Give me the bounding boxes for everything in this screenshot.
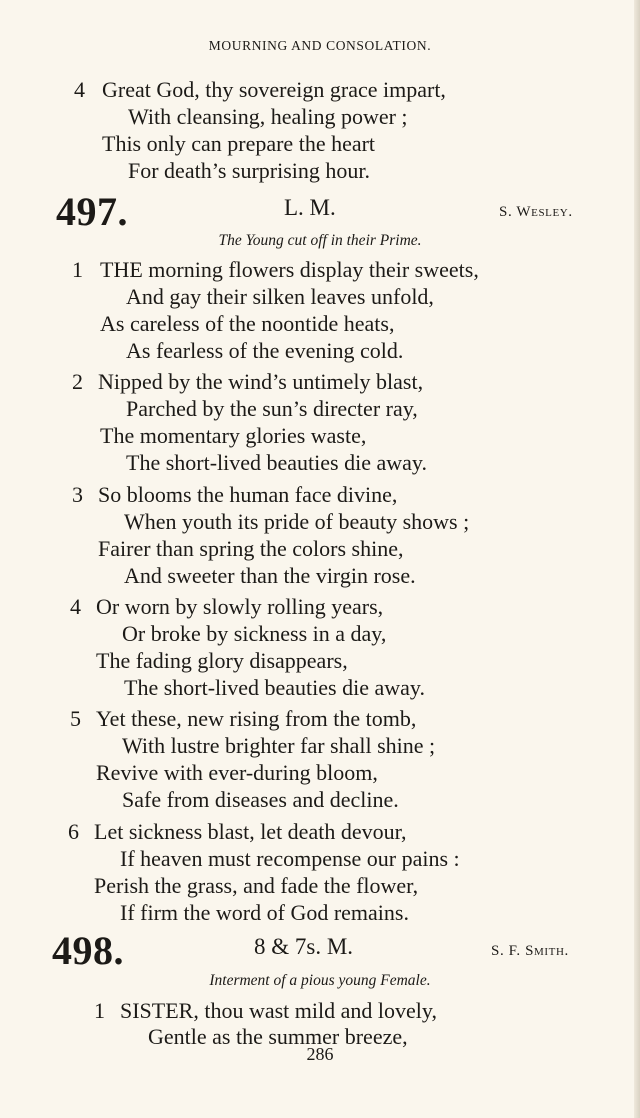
hymn-meter: 8 & 7s. M. <box>254 934 354 959</box>
hymn-author: S. Wesley. <box>499 204 573 220</box>
page-spine-edge <box>634 0 640 1118</box>
verse-line: Let sickness blast, let death devour, <box>94 819 407 844</box>
verse-line: Nipped by the wind’s untimely blast, <box>98 369 424 394</box>
verse-line: So blooms the human face divine, <box>98 482 398 507</box>
verse-line: Gentle as the summer breeze, <box>148 1024 408 1049</box>
verse-line: Or broke by sickness in a day, <box>122 621 387 646</box>
verse-line: With lustre brighter far shall shine ; <box>122 733 436 758</box>
stanza-number: 2 <box>72 369 83 394</box>
verse-line: As careless of the noontide heats, <box>100 311 395 336</box>
hymn-subtitle: The Young cut off in their Prime. <box>218 232 422 249</box>
verse-line: And sweeter than the virgin rose. <box>124 563 416 588</box>
verse-line: The short-lived beauties die away. <box>126 450 427 475</box>
verse-line: And gay their silken leaves unfold, <box>126 284 434 309</box>
stanza-number: 3 <box>72 482 83 507</box>
verse-line: Yet these, new rising from the tomb, <box>96 706 417 731</box>
stanza-number: 6 <box>68 819 79 844</box>
verse-line: Safe from diseases and decline. <box>122 787 399 812</box>
hymn-author: S. F. Smith. <box>491 943 569 959</box>
stanza-number: 1 <box>94 998 105 1023</box>
page-number: 286 <box>306 1044 334 1064</box>
verse-line: The short-lived beauties die away. <box>124 675 425 700</box>
verse-line: The fading glory disappears, <box>96 648 348 673</box>
verse-line: Perish the grass, and fade the flower, <box>94 873 419 898</box>
verse-line: THE morning flowers display their sweets, <box>100 257 479 282</box>
verse-line: If firm the word of God remains. <box>120 900 409 925</box>
verse-line: For death’s surprising hour. <box>128 158 370 183</box>
stanza-number: 4 <box>74 77 85 102</box>
hymn-number: 498. <box>52 928 124 973</box>
verse-line: Fairer than spring the colors shine, <box>98 536 404 561</box>
verse-line: Or worn by slowly rolling years, <box>96 594 384 619</box>
verse-line: This only can prepare the heart <box>102 131 376 156</box>
verse-line: The momentary glories waste, <box>100 423 367 448</box>
verse-line: Revive with ever-during bloom, <box>96 760 378 785</box>
verse-line: Parched by the sun’s directer ray, <box>126 396 418 421</box>
hymn-meter: L. M. <box>284 195 336 220</box>
verse-line: With cleansing, healing power ; <box>128 104 408 129</box>
verse-line: If heaven must recompense our pains : <box>120 846 460 871</box>
verse-line: Great God, thy sovereign grace impart, <box>102 77 446 102</box>
stanza-number: 5 <box>70 706 81 731</box>
hymn-number: 497. <box>56 189 128 234</box>
verse-line: SISTER, thou wast mild and lovely, <box>120 998 437 1023</box>
verse-line: As fearless of the evening cold. <box>126 338 404 363</box>
stanza-number: 4 <box>70 594 81 619</box>
hymn-subtitle: Interment of a pious young Female. <box>209 972 431 989</box>
stanza-number: 1 <box>72 257 83 282</box>
running-head: MOURNING AND CONSOLATION. <box>208 38 432 53</box>
verse-line: When youth its pride of beauty shows ; <box>124 509 470 534</box>
